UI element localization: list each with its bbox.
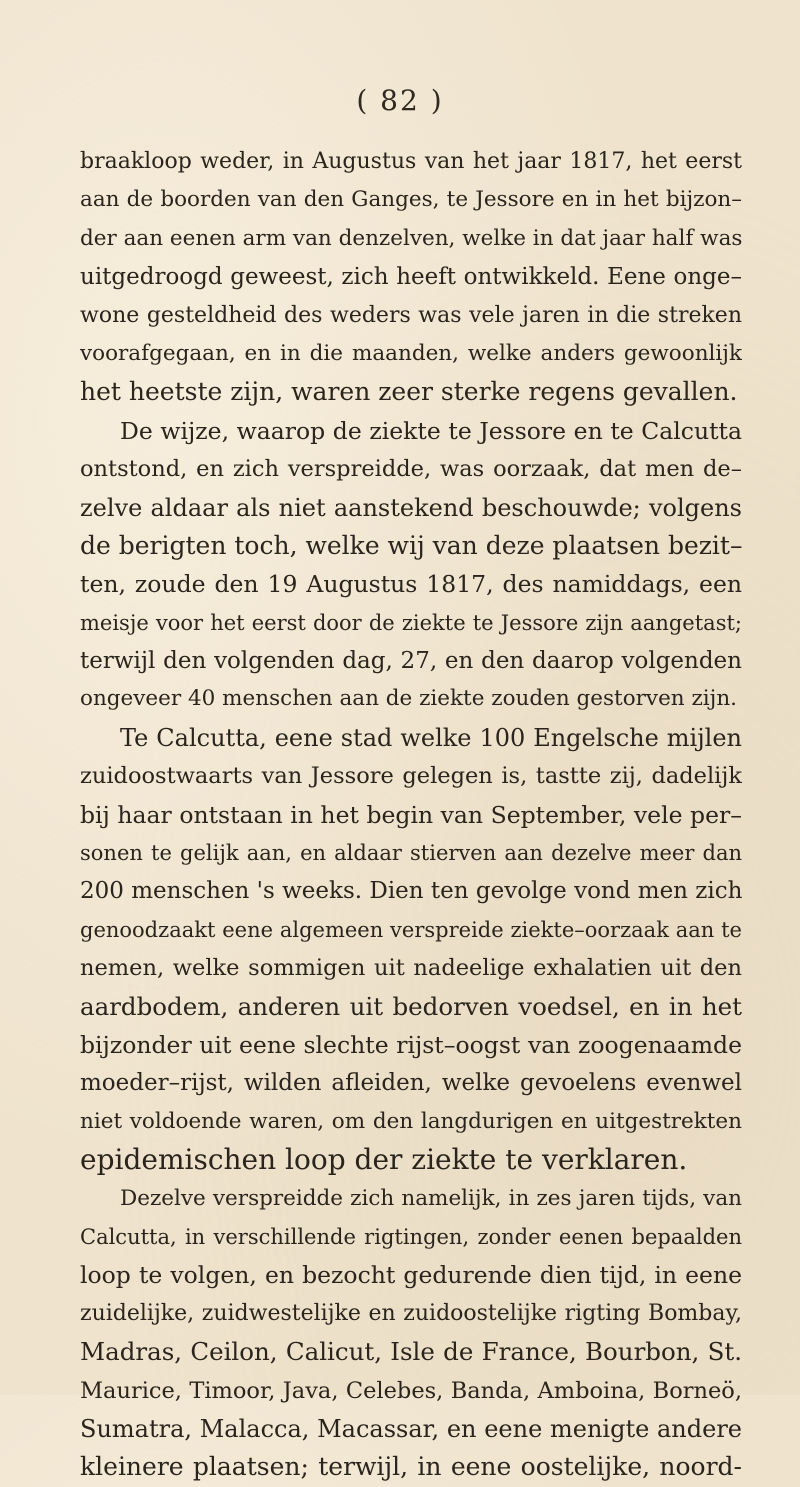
text-line: moeder–rijst, wilden afleiden, welke gevoelens evenwel <box>80 1070 742 1097</box>
text-line: braakloop weder, in Augustus van het jaar 1817, het eerst <box>80 149 742 174</box>
text-line: voorafgegaan, en in die maanden, welke anders gewoonlijk <box>80 340 742 366</box>
text-line: de berigten toch, welke wij van deze plaatsen bezit– <box>80 530 742 560</box>
text-line: zelve aldaar als niet aanstekend beschouwde; volgens <box>80 493 742 522</box>
text-line: zuidoostwaarts van Jessore gelegen is, tastte zij, dadelijk <box>80 763 742 790</box>
text-line: bijzonder uit eene slechte rijst–oogst van zoogenaamde <box>80 1030 742 1059</box>
text-line: het heetste zijn, waren zeer sterke regens gevallen. <box>80 377 738 407</box>
text-line: De wijze, waarop de ziekte te Jessore en te Calcutta <box>120 416 742 445</box>
text-line: sonen te gelijk aan, en aldaar stierven aan dezelve meer dan <box>80 841 742 866</box>
text-line: ontstond, en zich verspreidde, was oorzaak, dat men de– <box>80 456 742 483</box>
text-line: der aan eenen arm van denzelven, welke in dat jaar half was <box>80 225 742 251</box>
text-line: kleinere plaatsen; terwijl, in eene oostelijke, noord- <box>80 1452 742 1482</box>
text-line: uitgedroogd geweest, zich heeft ontwikkeld. Eene onge– <box>80 264 742 291</box>
text-line: wone gesteldheid des weders was vele jaren in die streken <box>80 302 742 328</box>
page-number: ( 82 ) <box>356 84 444 117</box>
text-line: Sumatra, Malacca, Macassar, en eene menigte andere <box>80 1414 742 1443</box>
text-line: genoodzaakt eene algemeen verspreide ziekte–oorzaak aan te <box>80 917 742 942</box>
text-line: terwijl den volgenden dag, 27, en den daarop volgenden <box>80 648 742 675</box>
text-line: 200 menschen 's weeks. Dien ten gevolge vond men zich <box>80 878 742 905</box>
text-line: zuidelijke, zuidwestelijke en zuidoostelijke rigting Bombay, <box>80 1300 742 1326</box>
text-line: aardbodem, anderen uit bedorven voedsel, en in het <box>80 991 742 1021</box>
text-line: meisje voor het eerst door de ziekte te Jessore zijn aangetast; <box>80 610 742 635</box>
text-line: bij haar ontstaan in het begin van September, vele per– <box>80 800 742 829</box>
text-line: ongeveer 40 menschen aan de ziekte zouden gestorven zijn. <box>80 686 738 712</box>
text-line: niet voldoende waren, om den langdurigen en uitgestrekten <box>80 1108 742 1134</box>
text-line: Madras, Ceilon, Calicut, Isle de France, Bourbon, St. <box>80 1337 742 1367</box>
text-line: loop te volgen, en bezocht gedurende dien tijd, in eene <box>80 1261 742 1290</box>
text-line: Maurice, Timoor, Java, Celebes, Banda, Amboina, Borneö, <box>80 1377 742 1404</box>
text-line: Calcutta, in verschillende rigtingen, zonder eenen bepaalden <box>80 1224 742 1249</box>
text-line: nemen, welke sommigen uit nadeelige exhalatien uit den <box>80 955 742 982</box>
text-line: epidemischen loop der ziekte te verklaren. <box>80 1143 688 1177</box>
body-text <box>80 143 742 1487</box>
text-line: aan de boorden van den Ganges, te Jessore en in het bijzon– <box>80 187 742 213</box>
text-line: Dezelve verspreidde zich namelijk, in zes jaren tijds, van <box>120 1185 742 1211</box>
text-line: Te Calcutta, eene stad welke 100 Engelsche mijlen <box>120 723 742 752</box>
text-line: ten, zoude den 19 Augustus 1817, des namiddags, een <box>80 570 742 599</box>
